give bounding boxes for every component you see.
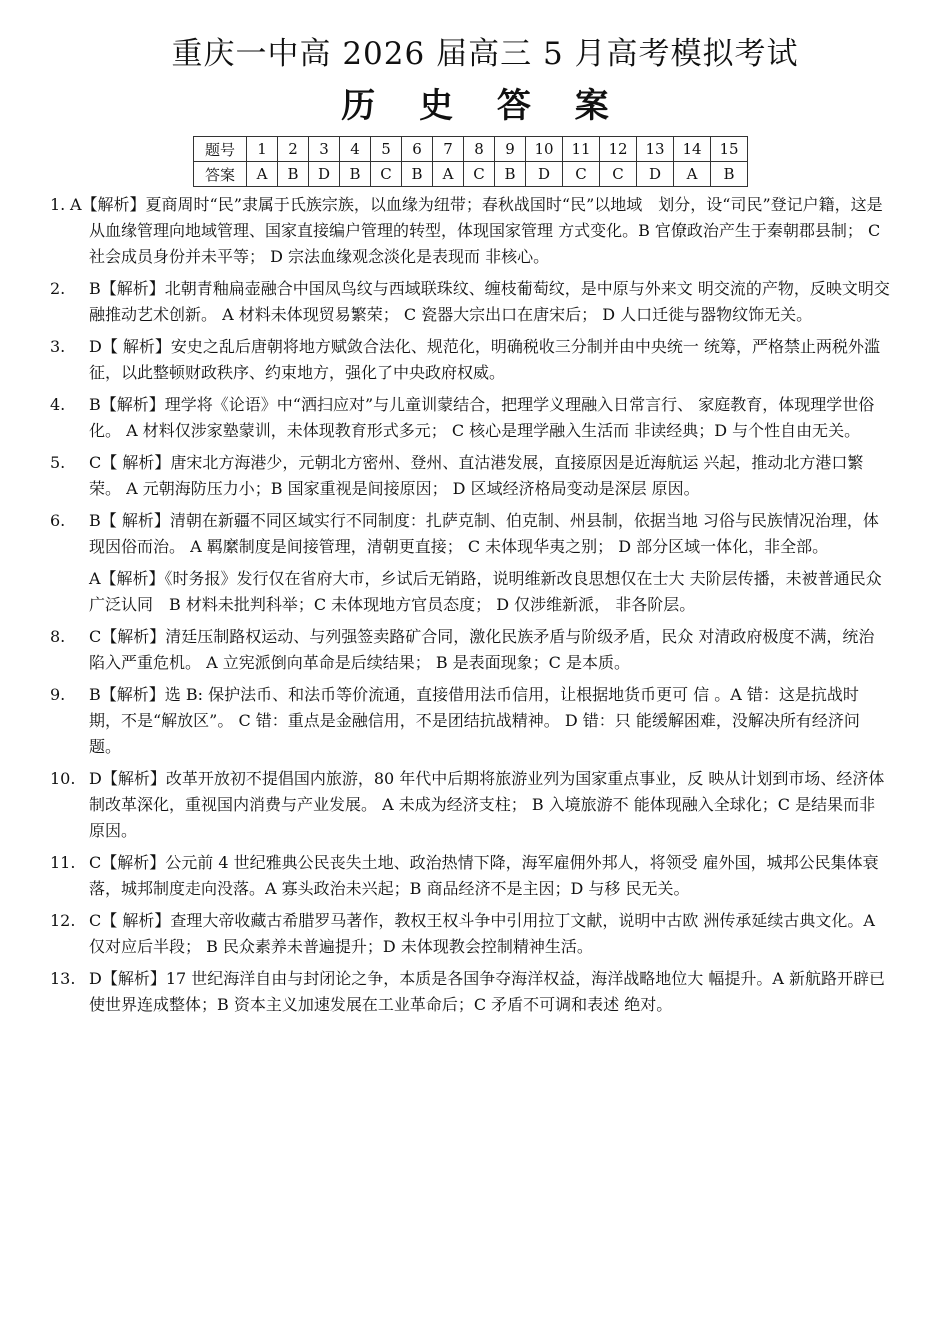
item-text: C【 解析】唐宋北方海港少，元朝北方密州、登州、直沽港发展，直接原因是近海航运 兴起，推动北方港口繁荣。 A 元朝海防压力小；B 国家重视是间接原因； D 区域经济格局变动是深层 原因。	[89, 453, 864, 498]
table-cell: C	[464, 162, 495, 187]
item-text: C【解析】公元前 4 世纪雅典公民丧失土地、政治热情下降，海军雇佣外邦人，将领受 雇外国，城邦公民集体衰落，城邦制度走向没落。A 寡头政治未兴起；B 商品经济不是主因；D 与移 民无关。	[89, 853, 879, 898]
table-cell: B	[402, 162, 433, 187]
item-text: D【 解析】安史之乱后唐朝将地方赋敛合法化、规范化，明确税收三分制并由中央统一 统筹，严格禁止两税外滥征，以此整顿财政秩序、约束地方，强化了中央政府权威。	[89, 337, 881, 382]
row-label-answer: 答案	[194, 162, 247, 187]
item-number: 3.	[50, 337, 66, 356]
answer-item	[50, 682, 890, 760]
answer-item	[50, 334, 890, 386]
table-cell: 9	[495, 137, 526, 162]
row-label-number: 题号	[194, 137, 247, 162]
item-text: C【 解析】查理大帝收藏古希腊罗马著作，教权王权斗争中引用拉丁文献，说明中古欧 洲传承延续古典文化。A 仅对应后半段； B 民众素养未普遍提升；D 未体现教会控制精神生活。	[89, 911, 875, 956]
item-text: A【解析】夏商周时“民”隶属于氏族宗族，以血缘为纽带；春秋战国时“民”以地域 划分，设“司民”登记户籍，这是从血缘管理向地域管理、国家直接编户管理的转型，体现国家管理 方式变化。B 官僚政治产生于秦朝郡县制； C 社会成员身份并未平等； D 宗法血缘观念淡化是表现而 非核心。	[70, 195, 883, 266]
table-cell: B	[495, 162, 526, 187]
item-text: B【 解析】清朝在新疆不同区域实行不同制度：扎萨克制、伯克制、州县制，依据当地 习俗与民族情况治理，体现因俗而治。 A 羁縻制度是间接管理，清朝更直接； C 未体现华夷之别； D 部分区域一体化，非全部。	[89, 511, 879, 556]
table-cell: D	[637, 162, 674, 187]
table-cell: A	[674, 162, 711, 187]
table-cell: D	[526, 162, 563, 187]
answer-item	[50, 908, 890, 960]
answer-item	[50, 624, 890, 676]
table-cell: C	[371, 162, 402, 187]
item-text: C【解析】清廷压制路权运动、与列强签卖路矿合同，激化民族矛盾与阶级矛盾，民众 对清政府极度不满，统治陷入严重危机。 A 立宪派倒向革命是后续结果； B 是表面现象；C 是本质。	[89, 627, 875, 672]
table-cell: 3	[309, 137, 340, 162]
table-cell: A	[247, 162, 278, 187]
table-cell: 14	[674, 137, 711, 162]
item-text: D【解析】改革开放初不提倡国内旅游，80 年代中后期将旅游业列为国家重点事业，反 映从计划到市场、经济体制改革深化，重视国内消费与产业发展。 A 未成为经济支柱； B 入境旅游不 能体现融入全球化；C 是结果而非原因。	[89, 769, 885, 840]
item-number: 5.	[50, 453, 66, 472]
table-cell: 13	[637, 137, 674, 162]
answer-item	[50, 766, 890, 844]
table-cell: 15	[711, 137, 748, 162]
answer-item	[50, 276, 890, 328]
table-cell: 8	[464, 137, 495, 162]
answer-table	[193, 136, 748, 187]
item-number: 1.	[50, 195, 66, 214]
table-cell: 1	[247, 137, 278, 162]
table-cell: 12	[600, 137, 637, 162]
answer-item	[50, 566, 890, 618]
answer-item	[50, 192, 890, 270]
item-text: B【解析】选 B: 保护法币、和法币等价流通，直接借用法币信用，让根据地货币更可 信 。A 错：这是抗战时期，不是“解放区”。 C 错：重点是金融信用，不是团结抗战精神。 D 错：只 能缓解困难，没解决所有经济问题。	[89, 685, 860, 756]
item-number: 4.	[50, 395, 66, 414]
table-cell: B	[711, 162, 748, 187]
table-cell: 10	[526, 137, 563, 162]
table-cell: 7	[433, 137, 464, 162]
table-cell: 4	[340, 137, 371, 162]
item-number: 8.	[50, 627, 66, 646]
item-text: A【解析】《时务报》发行仅在省府大市，乡试后无销路，说明维新改良思想仅在士大 夫阶层传播，未被普通民众广泛认同 B 材料未批判科举；C 未体现地方官员态度； D 仅涉维新派， 非各阶层。	[89, 569, 882, 614]
item-number: 13.	[50, 969, 76, 988]
answer-item	[50, 966, 890, 1018]
table-cell: 6	[402, 137, 433, 162]
answer-table-number-row	[194, 137, 748, 162]
table-cell: 5	[371, 137, 402, 162]
page-subtitle: 历 史 答 案	[341, 86, 625, 126]
answer-item	[50, 392, 890, 444]
answer-table-answer-row	[194, 162, 748, 187]
item-number: 12.	[50, 911, 76, 930]
table-cell: A	[433, 162, 464, 187]
item-text: D【解析】17 世纪海洋自由与封闭论之争，本质是各国争夺海洋权益，海洋战略地位大 幅提升。A 新航路开辟已使世界连成整体；B 资本主义加速发展在工业革命后；C 矛盾不可调和表述 绝对。	[89, 969, 886, 1014]
item-number: 10.	[50, 769, 76, 788]
item-text: B【解析】理学将《论语》中“洒扫应对”与儿童训蒙结合，把理学义理融入日常言行、 家庭教育，体现理学世俗化。 A 材料仅涉家塾蒙训，未体现教育形式多元； C 核心是理学融入生活而 非读经典；D 与个性自由无关。	[89, 395, 875, 440]
answer-item	[50, 850, 890, 902]
item-number: 11.	[50, 853, 76, 872]
answer-item	[50, 508, 890, 560]
table-cell: 11	[563, 137, 600, 162]
item-text: B【解析】北朝青釉扁壶融合中国凤鸟纹与西域联珠纹、缠枝葡萄纹，是中原与外来文 明交流的产物，反映文明交融推动艺术创新。 A 材料未体现贸易繁荣； C 瓷器大宗出口在唐宋后； D 人口迁徙与器物纹饰无关。	[89, 279, 890, 324]
item-number: 2.	[50, 279, 66, 298]
table-cell: 2	[278, 137, 309, 162]
page-title: 重庆一中高 2026 届高三 5 月高考模拟考试	[171, 36, 799, 72]
item-number: 6.	[50, 511, 66, 530]
table-cell: B	[278, 162, 309, 187]
answer-explanations	[50, 192, 890, 1024]
table-cell: C	[600, 162, 637, 187]
answer-item	[50, 450, 890, 502]
table-cell: C	[563, 162, 600, 187]
table-cell: D	[309, 162, 340, 187]
table-cell: B	[340, 162, 371, 187]
item-number: 9.	[50, 685, 66, 704]
